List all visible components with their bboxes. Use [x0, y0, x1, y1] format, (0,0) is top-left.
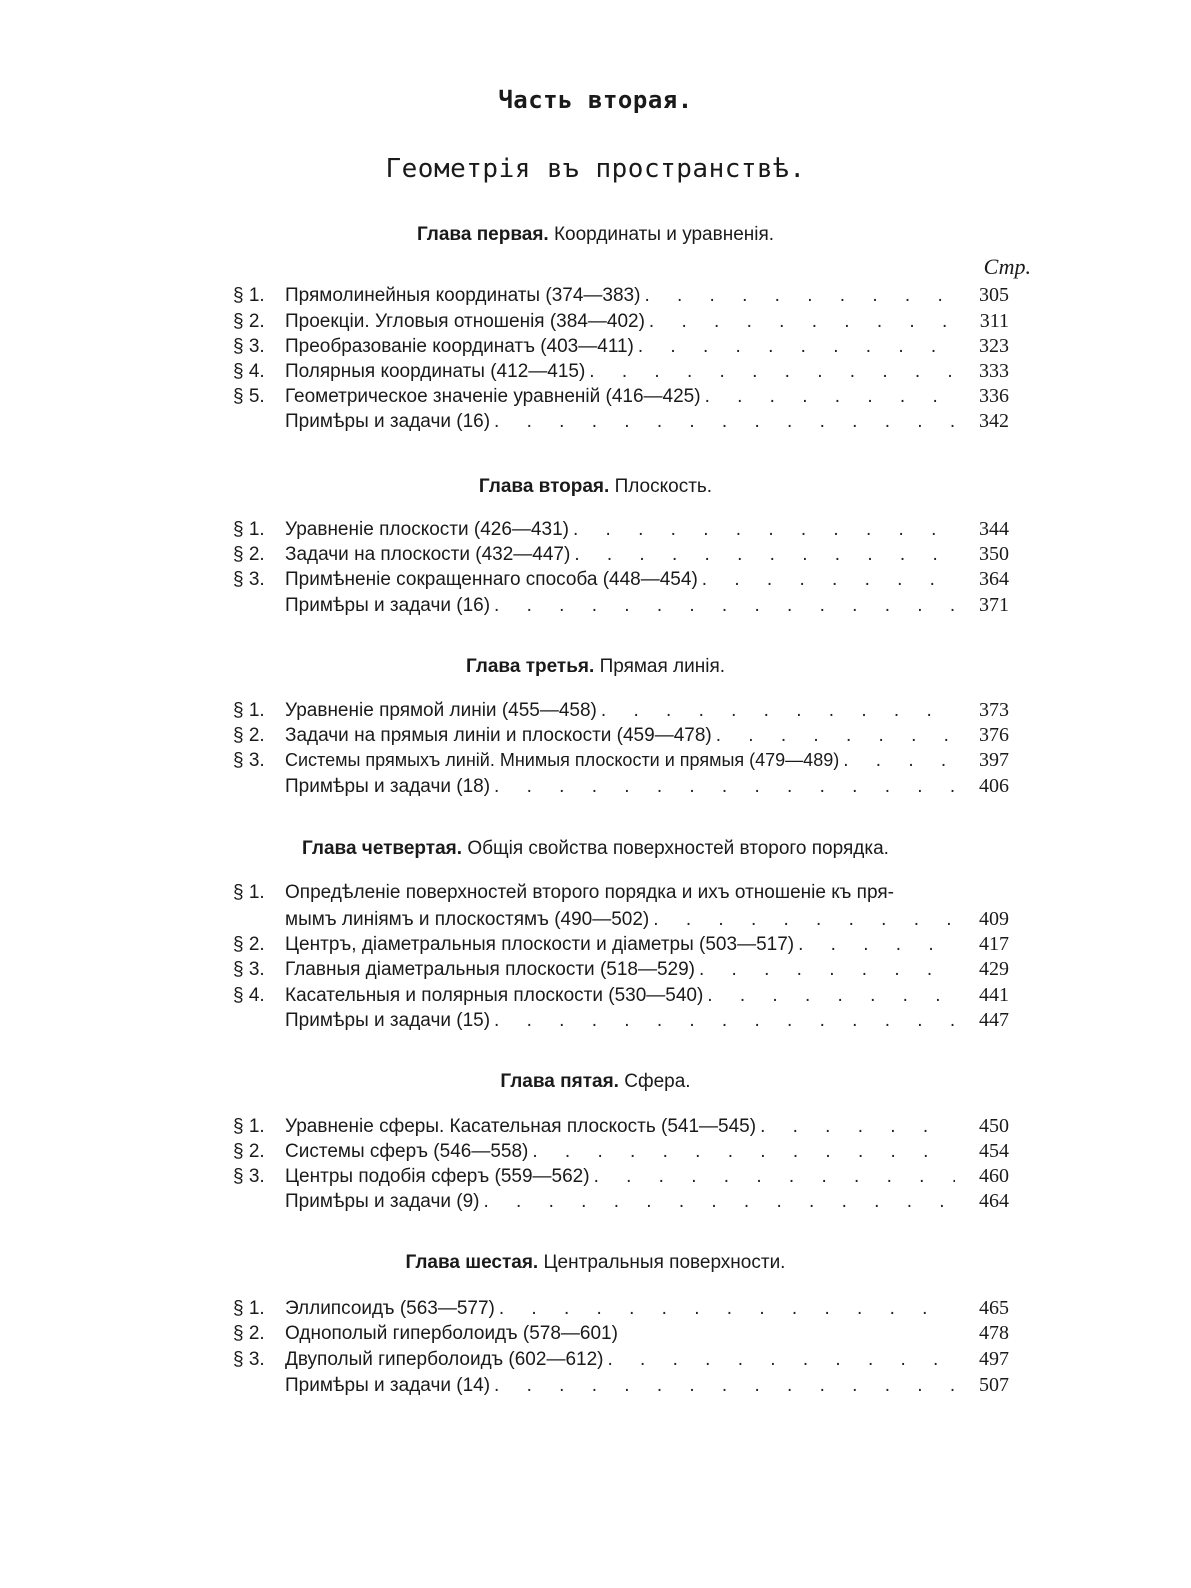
- entry-title: Эллипсоидъ (563—577): [285, 1298, 495, 1319]
- toc-entry: [233, 310, 1009, 336]
- toc-entry: [233, 1165, 1009, 1191]
- page-number: 333: [979, 360, 1009, 382]
- chapter-name: Координаты и уравненія.: [553, 224, 775, 245]
- entry-title: Задачи на прямыя линіи и плоскости (459—478): [285, 725, 712, 746]
- toc-entry: [233, 1348, 1009, 1374]
- section-number: § 2.: [233, 1323, 265, 1344]
- chapter-heading: [0, 224, 1191, 246]
- page-number: 305: [979, 284, 1009, 306]
- toc-entry: [233, 1374, 1009, 1400]
- leader-dots: [601, 700, 955, 722]
- entry-title: Примѣры и задачи (16): [285, 411, 491, 432]
- toc-entry: [233, 518, 1009, 544]
- leader-dots: [499, 1298, 955, 1320]
- toc-entry: [233, 1009, 1009, 1035]
- page-number: 344: [979, 518, 1009, 540]
- page-number: 478: [979, 1322, 1009, 1344]
- chapter-label: Глава шестая.: [405, 1252, 539, 1273]
- entry-title: Главныя діаметральныя плоскости (518—529): [285, 959, 695, 980]
- chapter-name: Сфера.: [624, 1071, 691, 1092]
- chapter-heading: [0, 1252, 1191, 1274]
- section-number: § 3.: [233, 1349, 265, 1370]
- page-number: 342: [979, 410, 1009, 432]
- entry-title: Примѣры и задачи (16): [285, 595, 491, 616]
- toc-entry: [233, 724, 1009, 750]
- toc-entry: [233, 284, 1009, 310]
- toc-entry: [233, 749, 1009, 775]
- entry-title: Касательныя и полярныя плоскости (530—540): [285, 985, 704, 1006]
- page-number: 417: [979, 933, 1009, 955]
- toc-entry: [233, 1140, 1009, 1166]
- toc-entry: [233, 335, 1009, 361]
- chapter-name: Центральныя поверхности.: [543, 1252, 786, 1273]
- entry-title-continuation: мымъ линіямъ и плоскостямъ (490—502): [285, 909, 650, 930]
- entry-title: Примѣненіе сокращеннаго способа (448—454): [285, 569, 698, 590]
- leader-dots: [494, 776, 955, 798]
- entry-title: Примѣры и задачи (15): [285, 1010, 491, 1031]
- toc-entry: [233, 568, 1009, 594]
- leader-dots: [494, 1010, 955, 1032]
- part-subtitle: Геометрія въ пространствѣ.: [385, 154, 806, 184]
- leader-dots: [843, 750, 955, 772]
- page-number: 323: [979, 335, 1009, 357]
- toc-entry: [233, 360, 1009, 386]
- entry-title: Однополый гиперболоидъ (578—601): [285, 1323, 618, 1344]
- page-number: 336: [979, 385, 1009, 407]
- entry-title: Системы прямыхъ линій. Мнимыя плоскости и прямыя (479—489): [285, 750, 840, 770]
- leader-dots: [653, 909, 955, 931]
- toc-entry: [233, 958, 1009, 984]
- entry-title: Уравненіе прямой линіи (455—458): [285, 700, 597, 721]
- chapter-heading: [0, 838, 1191, 860]
- chapter-heading: [0, 656, 1191, 678]
- page-number: 497: [979, 1348, 1009, 1370]
- entry-title: Центръ, діаметральныя плоскости и діаметры (503—517): [285, 934, 795, 955]
- section-number: § 5.: [233, 386, 265, 407]
- toc-entry-continuation: [285, 908, 1009, 934]
- entry-title: Примѣры и задачи (14): [285, 1375, 491, 1396]
- section-number: § 3.: [233, 1166, 265, 1187]
- leader-dots: [760, 1116, 955, 1138]
- page-number: 460: [979, 1165, 1009, 1187]
- section-number: § 4.: [233, 361, 265, 382]
- chapter-name: Общія свойства поверхностей второго порядка.: [467, 838, 889, 859]
- section-number: § 3.: [233, 569, 265, 590]
- section-number: § 3.: [233, 959, 265, 980]
- leader-dots: [702, 569, 955, 591]
- section-number: § 2.: [233, 1141, 265, 1162]
- leader-dots: [699, 959, 955, 981]
- toc-entry: [233, 984, 1009, 1010]
- leader-dots: [707, 985, 955, 1007]
- leader-dots: [798, 934, 955, 956]
- section-number: § 1.: [233, 882, 265, 903]
- chapter-name: Прямая линія.: [599, 656, 726, 677]
- entry-title: Опредѣленіе поверхностей второго порядка и ихъ отношеніе къ пря-: [285, 882, 894, 903]
- entry-title: Преобразованіе координатъ (403—411): [285, 336, 634, 357]
- page-number: 429: [979, 958, 1009, 980]
- leader-dots: [705, 386, 955, 408]
- leader-dots: [638, 336, 955, 358]
- entry-title: Проекціи. Угловыя отношенія (384—402): [285, 311, 645, 332]
- chapter-label: Глава четвертая.: [302, 838, 463, 859]
- toc-entry: [233, 882, 1009, 908]
- page-number: 450: [979, 1115, 1009, 1137]
- chapter-name: Плоскость.: [614, 476, 713, 497]
- page-number: 441: [979, 984, 1009, 1006]
- section-number: § 2.: [233, 311, 265, 332]
- section-number: § 2.: [233, 544, 265, 565]
- toc-entry: [233, 1190, 1009, 1216]
- toc-entry: [233, 775, 1009, 801]
- toc-entry: [233, 933, 1009, 959]
- entry-title: Двуполый гиперболоидъ (602—612): [285, 1349, 604, 1370]
- chapter-heading: [0, 476, 1191, 498]
- page-number: 311: [979, 310, 1009, 332]
- toc-entry: [233, 1322, 1009, 1348]
- chapter-heading: [0, 1071, 1191, 1093]
- leader-dots: [589, 361, 955, 383]
- entry-title: Центры подобія сферъ (559—562): [285, 1166, 590, 1187]
- entry-title: Геометрическое значеніе уравненій (416—425): [285, 386, 701, 407]
- leader-dots: [574, 544, 955, 566]
- section-number: § 1.: [233, 1298, 265, 1319]
- page-number: 465: [979, 1297, 1009, 1319]
- toc-entry: [233, 699, 1009, 725]
- page-number: 447: [979, 1009, 1009, 1031]
- chapter-label: Глава третья.: [465, 656, 595, 677]
- page-number: 454: [979, 1140, 1009, 1162]
- leader-dots: [494, 595, 955, 617]
- entry-title: Задачи на плоскости (432—447): [285, 544, 571, 565]
- section-number: § 2.: [233, 725, 265, 746]
- toc-entry: [233, 594, 1009, 620]
- page-number: 373: [979, 699, 1009, 721]
- leader-dots: [607, 1349, 955, 1371]
- page-number: 507: [979, 1374, 1009, 1396]
- leader-dots: [532, 1141, 955, 1163]
- page-number: 350: [979, 543, 1009, 565]
- entry-title: Примѣры и задачи (9): [285, 1191, 480, 1212]
- toc-entry: [233, 1115, 1009, 1141]
- toc-entry: [233, 543, 1009, 569]
- entry-title: Полярныя координаты (412—415): [285, 361, 586, 382]
- entry-title: Системы сферъ (546—558): [285, 1141, 529, 1162]
- toc-entry: [233, 385, 1009, 411]
- leader-dots: [644, 285, 955, 307]
- section-number: § 1.: [233, 1116, 265, 1137]
- chapter-label: Глава пятая.: [500, 1071, 619, 1092]
- section-number: § 2.: [233, 934, 265, 955]
- page-number: 409: [979, 908, 1009, 930]
- entry-title: Уравненіе сферы. Касательная плоскость (541—545): [285, 1116, 757, 1137]
- chapter-label: Глава первая.: [416, 224, 549, 245]
- section-number: § 1.: [233, 285, 265, 306]
- section-number: § 4.: [233, 985, 265, 1006]
- page-number: 464: [979, 1190, 1009, 1212]
- part-title: Часть вторая.: [498, 86, 693, 114]
- section-number: § 3.: [233, 750, 265, 771]
- page-number: 376: [979, 724, 1009, 746]
- leader-dots: [483, 1191, 955, 1213]
- toc-entry: [233, 410, 1009, 436]
- leader-dots: [573, 519, 955, 541]
- page-column-label: Стр.: [983, 254, 1031, 279]
- page-number: 364: [979, 568, 1009, 590]
- chapter-label: Глава вторая.: [478, 476, 610, 497]
- entry-title: Примѣры и задачи (18): [285, 776, 491, 797]
- toc-entry: [233, 1297, 1009, 1323]
- section-number: § 3.: [233, 336, 265, 357]
- section-number: § 1.: [233, 700, 265, 721]
- entry-title: Прямолинейныя координаты (374—383): [285, 285, 641, 306]
- page-number: 406: [979, 775, 1009, 797]
- leader-dots: [494, 1375, 955, 1397]
- leader-dots: [649, 311, 955, 333]
- section-number: § 1.: [233, 519, 265, 540]
- entry-title: Уравненіе плоскости (426—431): [285, 519, 569, 540]
- page-number: 371: [979, 594, 1009, 616]
- page-number: 397: [979, 749, 1009, 771]
- leader-dots: [594, 1166, 955, 1188]
- leader-dots: [494, 411, 955, 433]
- leader-dots: [716, 725, 955, 747]
